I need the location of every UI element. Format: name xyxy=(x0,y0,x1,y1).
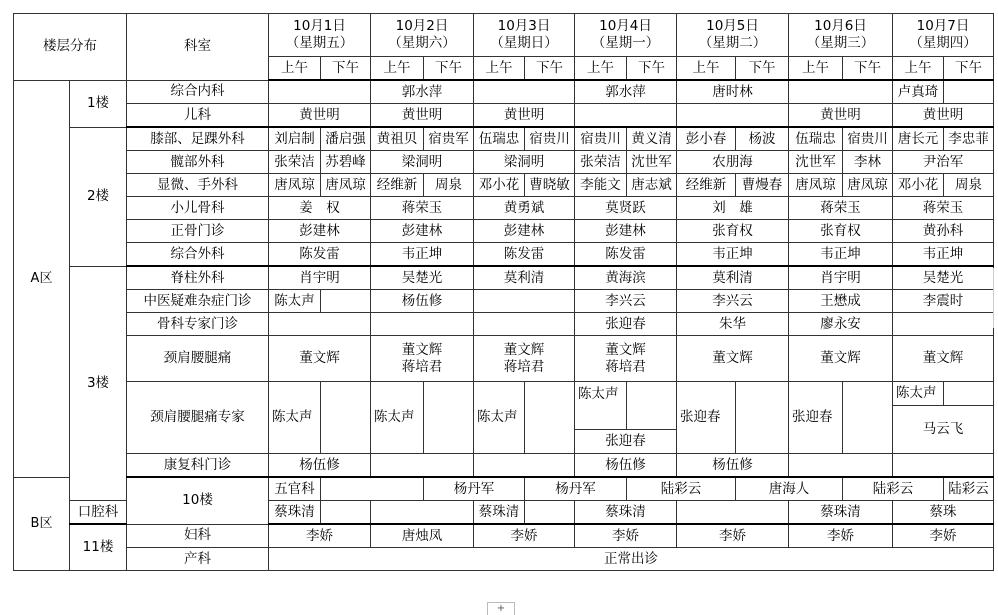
schedule-cell: 蔡珠清 xyxy=(269,501,321,525)
schedule-cell: 杨伍修 xyxy=(575,454,677,478)
schedule-cell xyxy=(474,313,575,336)
schedule-cell xyxy=(474,290,575,313)
schedule-cell: 彭小春 xyxy=(677,127,736,151)
schedule-cell: 陆彩云 xyxy=(944,477,994,501)
floor-header: 楼层分布 xyxy=(14,14,127,81)
schedule-cell: 黄义清 xyxy=(627,127,677,151)
schedule-cell: 张迎春 xyxy=(789,382,843,454)
day-header-4: 10月4日 （星期一） xyxy=(575,14,677,57)
schedule-cell: 宿贵川 xyxy=(575,127,627,151)
dept-label: 妇科 xyxy=(127,524,269,548)
schedule-cell: 陈太声 xyxy=(893,382,944,406)
schedule-cell: 唐凤琼 xyxy=(269,174,321,197)
schedule-cell: 农朋海 xyxy=(677,151,789,174)
schedule-cell: 李娇 xyxy=(575,524,677,548)
dept-label: 综合内科 xyxy=(127,80,269,104)
schedule-table xyxy=(13,13,994,571)
schedule-cell: 蔡珠清 xyxy=(474,501,525,525)
am-header: 上午 xyxy=(677,57,736,81)
schedule-cell: 曹熳春 xyxy=(736,174,789,197)
schedule-cell: 彭建林 xyxy=(575,220,677,243)
schedule-cell xyxy=(893,313,994,336)
schedule-cell xyxy=(789,80,893,104)
floor-label-3: 3楼 xyxy=(70,266,127,501)
schedule-cell: 李兴云 xyxy=(575,290,677,313)
day-header-6: 10月6日 （星期三） xyxy=(789,14,893,57)
schedule-cell: 韦正坤 xyxy=(371,243,474,267)
schedule-cell xyxy=(893,454,994,478)
schedule-cell: 黄孙科 xyxy=(893,220,994,243)
schedule-cell: 周泉 xyxy=(944,174,994,197)
schedule-cell: 董文辉 xyxy=(269,336,371,382)
schedule-cell xyxy=(371,313,474,336)
dept-label: 颈肩腰腿痛 xyxy=(127,336,269,382)
dept-label: 骨科专家门诊 xyxy=(127,313,269,336)
schedule-cell xyxy=(944,80,994,104)
schedule-cell: 陈太声 xyxy=(474,382,525,454)
schedule-cell: 宿贵军 xyxy=(424,127,474,151)
area-a-label: A区 xyxy=(14,80,70,477)
schedule-cell xyxy=(371,501,474,525)
schedule-cell: 蒋荣玉 xyxy=(893,197,994,220)
day-header-1: 10月1日 （星期五） xyxy=(269,14,371,57)
schedule-cell xyxy=(371,454,474,478)
schedule-cell: 周泉 xyxy=(424,174,474,197)
pm-header: 下午 xyxy=(944,57,994,81)
schedule-cell: 李忠菲 xyxy=(944,127,994,151)
schedule-cell: 黄世明 xyxy=(474,104,575,128)
schedule-cell xyxy=(843,382,893,454)
schedule-cell: 彭建林 xyxy=(371,220,474,243)
schedule-cell: 伍瑞忠 xyxy=(474,127,525,151)
dept-label: 小儿骨科 xyxy=(127,197,269,220)
schedule-cell: 郭水萍 xyxy=(371,80,474,104)
schedule-cell: 邓小花 xyxy=(474,174,525,197)
schedule-cell: 姜 权 xyxy=(269,197,371,220)
schedule-cell: 蒋荣玉 xyxy=(371,197,474,220)
schedule-cell: 唐烛凤 xyxy=(371,524,474,548)
dept-label: 产科 xyxy=(127,548,269,571)
am-header: 上午 xyxy=(371,57,424,81)
schedule-cell xyxy=(321,382,371,454)
scrollbar-edge[interactable] xyxy=(993,268,998,328)
schedule-cell: 陈发雷 xyxy=(269,243,371,267)
schedule-cell: 经维新 xyxy=(371,174,424,197)
schedule-cell: 唐凤琼 xyxy=(843,174,893,197)
schedule-cell xyxy=(321,290,371,313)
pm-header: 下午 xyxy=(843,57,893,81)
schedule-cell: 沈世军 xyxy=(789,151,843,174)
schedule-cell: 杨丹军 xyxy=(525,477,627,501)
schedule-cell xyxy=(677,104,789,128)
am-header: 上午 xyxy=(269,57,321,81)
schedule-cell: 李兴云 xyxy=(677,290,789,313)
schedule-cell: 黄海滨 xyxy=(575,266,677,290)
schedule-cell: 刘 雄 xyxy=(677,197,789,220)
pm-header: 下午 xyxy=(525,57,575,81)
schedule-cell: 唐时林 xyxy=(677,80,789,104)
schedule-cell: 刘启制 xyxy=(269,127,321,151)
schedule-cell xyxy=(736,382,789,454)
dept-label: 儿科 xyxy=(127,104,269,128)
schedule-cell: 廖永安 xyxy=(789,313,893,336)
schedule-cell: 董文辉 xyxy=(677,336,789,382)
schedule-cell xyxy=(424,382,474,454)
schedule-cell: 彭建林 xyxy=(474,220,575,243)
schedule-cell: 黄世明 xyxy=(893,104,994,128)
schedule-cell: 陈发雷 xyxy=(575,243,677,267)
schedule-cell: 董文辉 xyxy=(789,336,893,382)
dept-label: 中医疑难杂症门诊 xyxy=(127,290,269,313)
dept-label: 康复科门诊 xyxy=(127,454,269,478)
schedule-cell: 王懋成 xyxy=(789,290,893,313)
schedule-cell xyxy=(321,501,371,525)
schedule-cell: 尹治军 xyxy=(893,151,994,174)
floor-label-1: 1楼 xyxy=(70,80,127,127)
pm-header: 下午 xyxy=(736,57,789,81)
schedule-cell xyxy=(525,501,575,525)
day-header-2: 10月2日 （星期六） xyxy=(371,14,474,57)
schedule-cell: 唐海人 xyxy=(736,477,843,501)
schedule-cell: 吴楚光 xyxy=(371,266,474,290)
schedule-cell: 蔡珠清 xyxy=(789,501,893,525)
dept-label: 髋部外科 xyxy=(127,151,269,174)
schedule-cell: 李能文 xyxy=(575,174,627,197)
schedule-cell xyxy=(627,382,677,430)
schedule-cell xyxy=(944,382,994,406)
schedule-cell: 董文辉 蒋培君 xyxy=(474,336,575,382)
schedule-cell: 韦正坤 xyxy=(677,243,789,267)
schedule-cell: 唐长元 xyxy=(893,127,944,151)
schedule-cell: 董文辉 蒋培君 xyxy=(371,336,474,382)
schedule-cell: 马云飞 xyxy=(893,406,994,454)
schedule-cell: 张育权 xyxy=(789,220,893,243)
schedule-cell: 陈发雷 xyxy=(474,243,575,267)
schedule-cell xyxy=(474,454,575,478)
schedule-cell xyxy=(321,477,424,501)
floor-label-10: 10楼 xyxy=(127,477,269,524)
dept-label: 显微、手外科 xyxy=(127,174,269,197)
schedule-cell: 杨伍修 xyxy=(677,454,789,478)
schedule-cell: 郭水萍 xyxy=(575,80,677,104)
schedule-cell: 梁洞明 xyxy=(474,151,575,174)
schedule-cell xyxy=(575,104,677,128)
schedule-cell: 黄世明 xyxy=(371,104,474,128)
schedule-cell: 唐凤琼 xyxy=(321,174,371,197)
schedule-cell xyxy=(789,454,893,478)
schedule-cell: 宿贵川 xyxy=(525,127,575,151)
day-header-5: 10月5日 （星期二） xyxy=(677,14,789,57)
schedule-cell: 蒋荣玉 xyxy=(789,197,893,220)
schedule-cell: 肖宇明 xyxy=(269,266,371,290)
dept-label: 颈肩腰腿痛专家 xyxy=(127,382,269,454)
schedule-cell: 苏碧峰 xyxy=(321,151,371,174)
schedule-cell: 李娇 xyxy=(269,524,371,548)
schedule-cell: 陈太声 xyxy=(575,382,627,430)
schedule-cell: 杨伍修 xyxy=(269,454,371,478)
schedule-cell: 张荣洁 xyxy=(269,151,321,174)
schedule-cell: 李娇 xyxy=(789,524,893,548)
schedule-cell: 蔡珠 xyxy=(893,501,994,525)
schedule-cell: 黄勇斌 xyxy=(474,197,575,220)
schedule-cell: 蔡珠清 xyxy=(575,501,677,525)
schedule-cell: 陈太声 xyxy=(269,290,321,313)
am-header: 上午 xyxy=(789,57,843,81)
schedule-cell: 杨波 xyxy=(736,127,789,151)
schedule-cell: 陆彩云 xyxy=(627,477,736,501)
schedule-cell: 潘启强 xyxy=(321,127,371,151)
schedule-cell: 伍瑞忠 xyxy=(789,127,843,151)
schedule-cell: 李林 xyxy=(843,151,893,174)
floor-label-2: 2楼 xyxy=(70,127,127,266)
schedule-cell xyxy=(474,80,575,104)
schedule-cell xyxy=(525,382,575,454)
schedule-cell: 杨伍修 xyxy=(371,290,474,313)
schedule-cell: 李震时 xyxy=(893,290,994,313)
schedule-cell: 董文辉 蒋培君 xyxy=(575,336,677,382)
schedule-cell: 董文辉 xyxy=(893,336,994,382)
schedule-cell: 黄世明 xyxy=(269,104,371,128)
am-header: 上午 xyxy=(474,57,525,81)
schedule-cell: 陈太声 xyxy=(371,382,424,454)
schedule-cell: 肖宇明 xyxy=(789,266,893,290)
schedule-cell: 黄世明 xyxy=(789,104,893,128)
pm-header: 下午 xyxy=(627,57,677,81)
schedule-cell: 莫利清 xyxy=(677,266,789,290)
schedule-cell: 李娇 xyxy=(474,524,575,548)
schedule-cell: 彭建林 xyxy=(269,220,371,243)
schedule-cell: 经维新 xyxy=(677,174,736,197)
schedule-cell: 朱华 xyxy=(677,313,789,336)
schedule-cell: 李娇 xyxy=(893,524,994,548)
schedule-cell: 吴楚光 xyxy=(893,266,994,290)
schedule-cell: 韦正坤 xyxy=(789,243,893,267)
schedule-cell: 唐志斌 xyxy=(627,174,677,197)
schedule-cell: 沈世军 xyxy=(627,151,677,174)
dept-header: 科室 xyxy=(127,14,269,81)
schedule-cell xyxy=(269,80,371,104)
schedule-cell: 张迎春 xyxy=(575,430,677,454)
schedule-cell: 曹晓敏 xyxy=(525,174,575,197)
add-icon[interactable]: + xyxy=(487,602,515,615)
schedule-cell: 莫贤跃 xyxy=(575,197,677,220)
day-header-7: 10月7日 （星期四） xyxy=(893,14,994,57)
schedule-cell: 张荣洁 xyxy=(575,151,627,174)
dept-label: 口腔科 xyxy=(70,501,127,525)
schedule-cell: 张迎春 xyxy=(575,313,677,336)
dept-label: 五官科 xyxy=(269,477,321,501)
schedule-cell: 韦正坤 xyxy=(893,243,994,267)
dept-label: 综合外科 xyxy=(127,243,269,267)
schedule-cell: 梁洞明 xyxy=(371,151,474,174)
dept-label: 正骨门诊 xyxy=(127,220,269,243)
am-header: 上午 xyxy=(575,57,627,81)
schedule-cell xyxy=(677,501,789,525)
pm-header: 下午 xyxy=(424,57,474,81)
schedule-cell: 陆彩云 xyxy=(843,477,944,501)
dept-label: 膝部、足踝外科 xyxy=(127,127,269,151)
schedule-cell xyxy=(269,313,371,336)
schedule-cell: 邓小花 xyxy=(893,174,944,197)
floor-label-11: 11楼 xyxy=(70,524,127,571)
dept-label: 脊柱外科 xyxy=(127,266,269,290)
schedule-cell: 陈太声 xyxy=(269,382,321,454)
pm-header: 下午 xyxy=(321,57,371,81)
schedule-cell: 黄祖贝 xyxy=(371,127,424,151)
schedule-cell: 正常出诊 xyxy=(269,548,994,571)
schedule-cell: 张育权 xyxy=(677,220,789,243)
schedule-cell: 宿贵川 xyxy=(843,127,893,151)
area-b-label: B区 xyxy=(14,477,70,571)
schedule-cell: 唐凤琼 xyxy=(789,174,843,197)
schedule-cell: 卢真琦 xyxy=(893,80,944,104)
day-header-3: 10月3日 （星期日） xyxy=(474,14,575,57)
schedule-cell: 张迎春 xyxy=(677,382,736,454)
schedule-cell: 杨丹军 xyxy=(424,477,525,501)
am-header: 上午 xyxy=(893,57,944,81)
schedule-cell: 莫利清 xyxy=(474,266,575,290)
schedule-cell: 李娇 xyxy=(677,524,789,548)
